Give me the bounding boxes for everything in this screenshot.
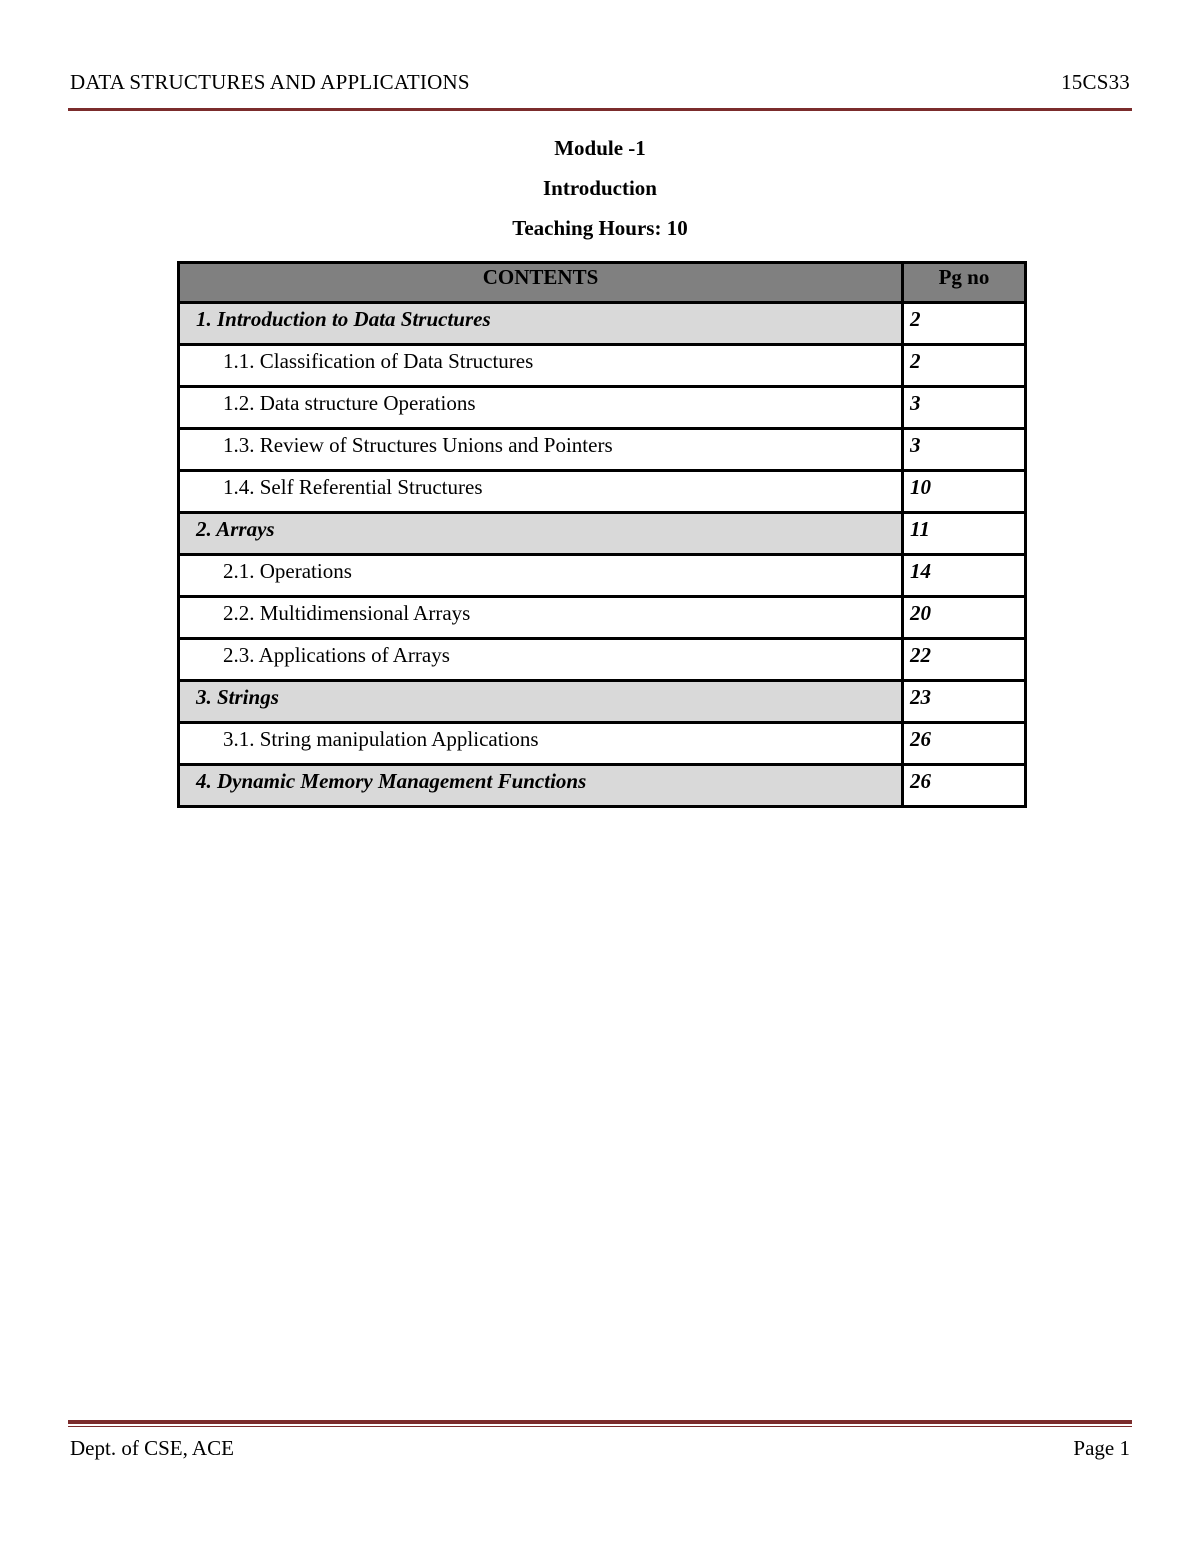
toc-entry-title: 3. Strings — [179, 681, 903, 723]
toc-entry-title: 2.1. Operations — [179, 555, 903, 597]
table-row — [179, 513, 1026, 555]
module-heading — [0, 134, 1200, 254]
toc-entry-title: 1.2. Data structure Operations — [179, 387, 903, 429]
module-name: Introduction — [543, 176, 657, 200]
table-row — [179, 555, 1026, 597]
table-row — [179, 639, 1026, 681]
toc-entry-page: 2 — [903, 303, 1026, 345]
table-row — [179, 429, 1026, 471]
table-row — [179, 681, 1026, 723]
course-code: 15CS33 — [1061, 70, 1130, 94]
table-row — [179, 303, 1026, 345]
toc-entry-page: 20 — [903, 597, 1026, 639]
table-row — [179, 765, 1026, 807]
toc-entry-title: 1.1. Classification of Data Structures — [179, 345, 903, 387]
toc-entry-page: 11 — [903, 513, 1026, 555]
toc-entry-title: 1.4. Self Referential Structures — [179, 471, 903, 513]
toc-entry-page: 3 — [903, 429, 1026, 471]
table-row — [179, 723, 1026, 765]
toc-entry-page: 26 — [903, 723, 1026, 765]
table-row — [179, 345, 1026, 387]
toc-entry-title: 1. Introduction to Data Structures — [179, 303, 903, 345]
toc-entry-title: 1.3. Review of Structures Unions and Pointers — [179, 429, 903, 471]
course-title: DATA STRUCTURES AND APPLICATIONS — [70, 70, 470, 94]
contents-header-row — [179, 263, 1026, 303]
toc-entry-page: 14 — [903, 555, 1026, 597]
toc-entry-title: 4. Dynamic Memory Management Functions — [179, 765, 903, 807]
table-row — [179, 471, 1026, 513]
module-number: Module -1 — [554, 136, 646, 160]
footer-rule — [68, 1426, 1132, 1427]
toc-entry-page: 2 — [903, 345, 1026, 387]
toc-entry-page: 3 — [903, 387, 1026, 429]
toc-entry-title: 3.1. String manipulation Applications — [179, 723, 903, 765]
table-row — [179, 387, 1026, 429]
toc-entry-title: 2. Arrays — [179, 513, 903, 555]
teaching-hours: Teaching Hours: 10 — [512, 216, 688, 240]
toc-entry-page: 26 — [903, 765, 1026, 807]
department: Dept. of CSE, ACE — [70, 1436, 234, 1460]
toc-entry-page: 22 — [903, 639, 1026, 681]
page-number-header: Pg no — [903, 263, 1026, 303]
toc-entry-page: 10 — [903, 471, 1026, 513]
toc-entry-title: 2.3. Applications of Arrays — [179, 639, 903, 681]
contents-header: CONTENTS — [179, 263, 903, 303]
toc-entry-page: 23 — [903, 681, 1026, 723]
toc-entry-title: 2.2. Multidimensional Arrays — [179, 597, 903, 639]
table-row — [179, 597, 1026, 639]
contents-table — [177, 261, 1027, 808]
page-number: Page 1 — [1073, 1436, 1130, 1460]
page-footer — [68, 1420, 1132, 1460]
page-header — [68, 68, 1132, 111]
